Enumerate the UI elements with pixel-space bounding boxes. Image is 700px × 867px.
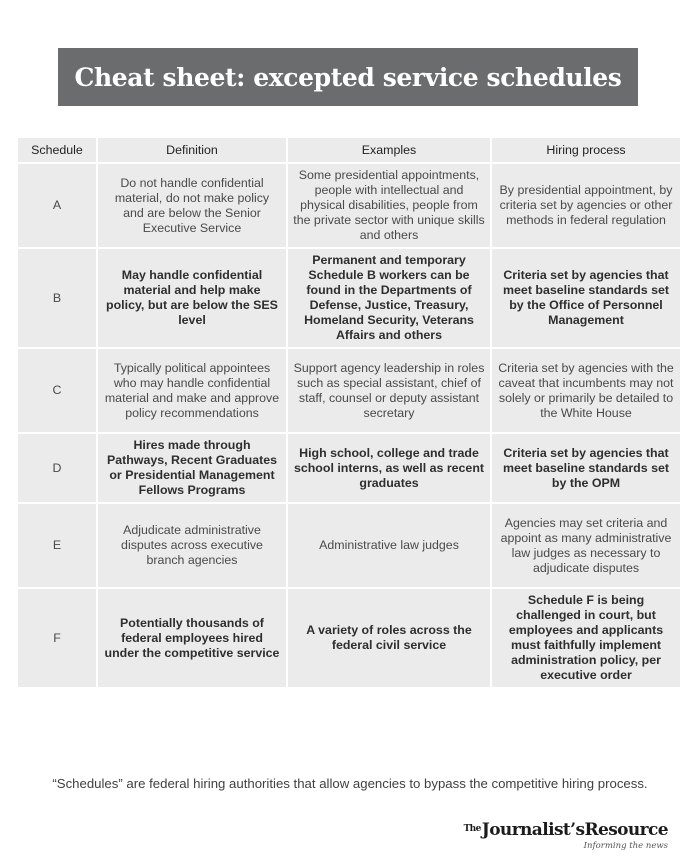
definition-cell: Hires made through Pathways, Recent Graduates or Presidential Management Fellows Programs [98,434,286,502]
examples-cell: Support agency leadership in roles such as special assistant, chief of staff, counsel or deputy assistant secretary [288,349,490,432]
examples-cell: A variety of roles across the federal civil service [288,589,490,687]
header-examples: Examples [288,138,490,162]
logo-name: Journalist’sResource [481,820,668,840]
definition-cell: May handle confidential material and help make policy, but are below the SES level [98,249,286,347]
journalists-resource-logo [464,820,668,851]
examples-cell: Some presidential appointments, people with intellectual and physical disabilities, people from the private sector with unique skills and others [288,164,490,247]
definition-cell: Potentially thousands of federal employees hired under the competitive service [98,589,286,687]
examples-cell: Permanent and temporary Schedule B workers can be found in the Departments of Defense, Justice, Treasury, Homeland Security, Veterans Affairs and others [288,249,490,347]
header-schedule: Schedule [18,138,96,162]
hiring-cell: Criteria set by agencies with the caveat that incumbents may not solely or primarily be detailed to the White House [492,349,680,432]
hiring-cell: Criteria set by agencies that meet baseline standards set by the Office of Personnel Management [492,249,680,347]
schedule-letter: C [18,349,96,432]
definition-cell: Adjudicate administrative disputes across executive branch agencies [98,504,286,587]
schedule-letter: A [18,164,96,247]
logo-tagline: Informing the news [583,841,668,851]
header-definition: Definition [98,138,286,162]
page-title: Cheat sheet: excepted service schedules [74,62,622,92]
title-banner [58,48,638,106]
schedule-letter: D [18,434,96,502]
footnote: “Schedules” are federal hiring authorities that allow agencies to bypass the competitive hiring process. [52,776,648,791]
examples-cell: Administrative law judges [288,504,490,587]
definition-cell: Do not handle confidential material, do not make policy and are below the Senior Executive Service [98,164,286,247]
logo-wordmark [464,820,668,840]
schedule-letter: B [18,249,96,347]
schedule-letter: E [18,504,96,587]
hiring-cell: Criteria set by agencies that meet baseline standards set by the OPM [492,434,680,502]
hiring-cell: Agencies may set criteria and appoint as many administrative law judges as necessary to adjudicate disputes [492,504,680,587]
hiring-cell: By presidential appointment, by criteria set by agencies or other methods in federal regulation [492,164,680,247]
examples-cell: High school, college and trade school interns, as well as recent graduates [288,434,490,502]
logo-prefix: The [463,824,481,834]
header-hiring-process: Hiring process [492,138,680,162]
schedules-table [18,138,680,687]
definition-cell: Typically political appointees who may handle confidential material and make and approve policy recommendations [98,349,286,432]
hiring-cell: Schedule F is being challenged in court, but employees and applicants must faithfully implement administration policy, per executive order [492,589,680,687]
schedule-letter: F [18,589,96,687]
